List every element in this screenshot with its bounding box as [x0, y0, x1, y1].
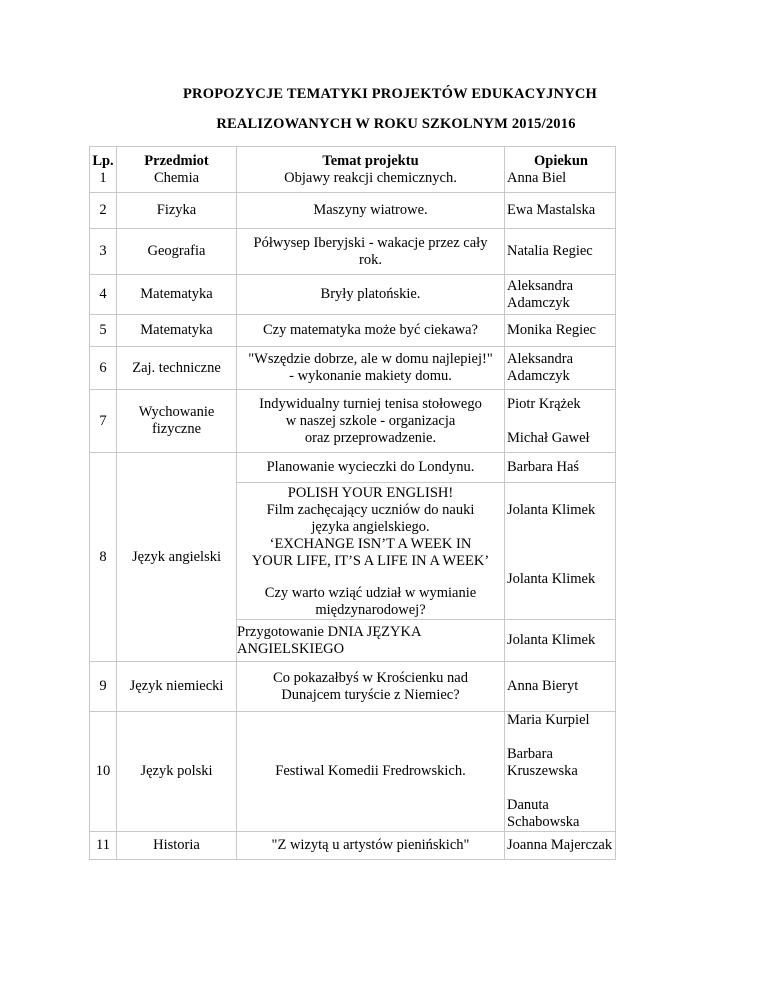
- subject-line: Wychowanie: [138, 404, 215, 420]
- topic-line: ‘EXCHANGE ISN’T A WEEK IN: [269, 536, 472, 552]
- row-number: 6: [90, 347, 117, 390]
- header-przedmiot: Przedmiot: [144, 152, 209, 169]
- supervisor-cell: Natalia Regiec: [505, 229, 616, 275]
- supervisor-cell: Joanna Majerczak: [505, 832, 616, 860]
- topic-cell: Planowanie wycieczki do Londynu.: [237, 453, 505, 483]
- topic-cell: Maszyny wiatrowe.: [237, 193, 505, 229]
- table-row: [90, 453, 616, 483]
- supervisor-cell: Barbara Haś: [505, 453, 616, 483]
- supervisor-cell: Jolanta Klimek: [505, 620, 616, 662]
- supervisor-line: Michał Gaweł: [507, 429, 590, 446]
- table-row: [90, 662, 616, 712]
- subject-cell: Historia: [117, 832, 237, 860]
- table-row: [90, 147, 616, 193]
- table-row: [90, 712, 616, 832]
- table-row: [90, 390, 616, 453]
- topic-line: Film zachęcający uczniów do nauki: [266, 502, 475, 518]
- topic-line: POLISH YOUR ENGLISH!: [287, 485, 454, 501]
- table-row: [90, 347, 616, 390]
- supervisor-line: Jolanta Klimek: [507, 571, 596, 587]
- supervisor-cell: Anna Bieryt: [505, 662, 616, 712]
- subject-cell: Matematyka: [117, 275, 237, 315]
- topic-cell: Czy matematyka może być ciekawa?: [237, 315, 505, 347]
- subject-cell: Fizyka: [117, 193, 237, 229]
- table-row: [90, 229, 616, 275]
- table-row: [90, 193, 616, 229]
- projects-table: [89, 146, 616, 860]
- topic-cell: Objawy reakcji chemicznych.: [284, 169, 457, 186]
- topic-line: Przygotowanie DNIA JĘZYKA: [237, 623, 422, 640]
- row-number: 4: [90, 275, 117, 315]
- supervisor-line: Maria Kurpiel: [507, 712, 590, 728]
- supervisor-line: Aleksandra: [507, 351, 574, 367]
- topic-line: ANGIELSKIEGO: [237, 640, 345, 657]
- header-lp: Lp.: [92, 152, 114, 169]
- topic-line: języka angielskiego.: [311, 519, 430, 535]
- topic-line: międzynarodowej?: [315, 602, 426, 618]
- document-title-line-1: PROPOZYCJE TEMATYKI PROJEKTÓW EDUKACYJNYCH: [182, 86, 598, 102]
- topic-line: "Wszędzie dobrze, ale w domu najlepiej!": [248, 351, 493, 367]
- topic-line: Czy warto wziąć udział w wymianie: [264, 585, 477, 601]
- row-number: 5: [90, 315, 117, 347]
- supervisor-line: Adamczyk: [507, 368, 570, 384]
- header-temat: Temat projektu: [322, 152, 419, 169]
- topic-line: oraz przeprowadzenie.: [304, 429, 437, 446]
- topic-line: w naszej szkole - organizacja: [285, 412, 456, 429]
- topic-line: YOUR LIFE, IT’S A LIFE IN A WEEK’: [251, 553, 490, 569]
- subject-cell: Geografia: [117, 229, 237, 275]
- subject-cell: Język angielski: [117, 453, 237, 662]
- document-title-line-2: REALIZOWANYCH W ROKU SZKOLNYM 2015/2016: [216, 116, 576, 132]
- subject-cell: Język niemiecki: [117, 662, 237, 712]
- subject-cell: Matematyka: [117, 315, 237, 347]
- table-row: [90, 832, 616, 860]
- supervisor-line: Danuta Schabowska: [507, 797, 580, 830]
- topic-line: Półwysep Iberyjski - wakacje przez cały: [253, 234, 488, 251]
- row-number: 9: [90, 662, 117, 712]
- subject-cell: Język polski: [117, 712, 237, 832]
- row-number: 7: [90, 390, 117, 453]
- topic-line: Indywidualny turniej tenisa stołowego: [259, 395, 482, 412]
- row-number: 11: [90, 832, 117, 860]
- topic-cell: Bryły platońskie.: [237, 275, 505, 315]
- subject-line: fizyczne: [151, 421, 202, 437]
- supervisor-cell: Monika Regiec: [505, 315, 616, 347]
- supervisor-cell: Anna Biel: [507, 169, 567, 186]
- topic-cell: Festiwal Komedii Fredrowskich.: [237, 712, 505, 832]
- row-number: 8: [90, 453, 117, 662]
- topic-line: Co pokazałbyś w Krościenku nad: [273, 669, 468, 686]
- topic-cell: "Z wizytą u artystów pienińskich": [237, 832, 505, 860]
- supervisor-line: Barbara Kruszewska: [507, 746, 578, 779]
- header-opiekun: Opiekun: [534, 152, 588, 169]
- supervisor-line: Jolanta Klimek: [507, 502, 596, 518]
- supervisor-line: Adamczyk: [507, 294, 570, 311]
- supervisor-line: Aleksandra: [507, 277, 574, 294]
- subject-cell: Chemia: [153, 169, 200, 186]
- topic-line: Dunajcem turyście z Niemiec?: [281, 686, 460, 703]
- supervisor-cell: Ewa Mastalska: [505, 193, 616, 229]
- row-number: 3: [90, 229, 117, 275]
- row-number: 2: [90, 193, 117, 229]
- table-row: [90, 275, 616, 315]
- supervisor-line: Piotr Krążek: [507, 395, 581, 412]
- row-number: 1: [99, 169, 107, 186]
- subject-cell: Zaj. techniczne: [117, 347, 237, 390]
- row-number: 10: [90, 712, 117, 832]
- table-row: [90, 315, 616, 347]
- topic-line: - wykonanie makiety domu.: [289, 368, 452, 384]
- topic-line: rok.: [359, 251, 382, 268]
